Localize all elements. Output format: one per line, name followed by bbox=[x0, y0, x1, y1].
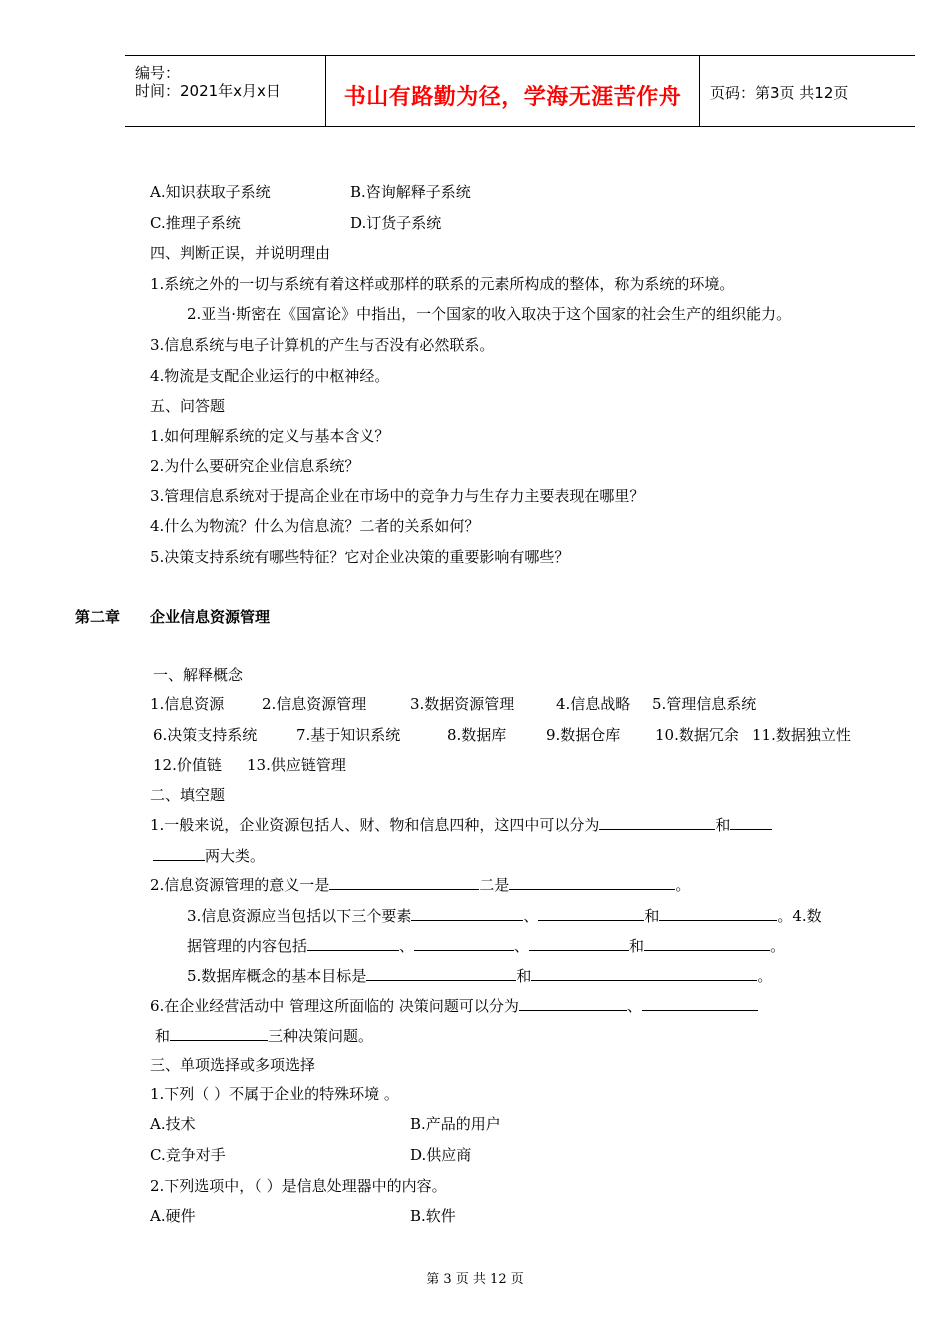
header-meta-cell bbox=[125, 56, 326, 126]
concept-item: 9.数据仓库 bbox=[546, 726, 621, 744]
blank-line[interactable] bbox=[366, 966, 516, 981]
fill-question-6 bbox=[150, 996, 758, 1016]
essay-question-1: 1.如何理解系统的定义与基本含义？ bbox=[150, 427, 390, 445]
blank-line[interactable] bbox=[509, 875, 675, 890]
choice-q2-option-a: A.硬件 bbox=[150, 1207, 196, 1225]
fill-q6-end: 三种决策问题。 bbox=[268, 1027, 374, 1045]
option-d: D.订货子系统 bbox=[350, 214, 442, 232]
option-c: C.推理子系统 bbox=[150, 214, 241, 232]
blank-line[interactable] bbox=[531, 966, 757, 981]
concept-item: 3.数据资源管理 bbox=[410, 695, 515, 713]
blank-line[interactable] bbox=[599, 815, 715, 830]
concept-item: 5.管理信息系统 bbox=[652, 695, 757, 713]
blank-line[interactable] bbox=[329, 875, 479, 890]
blank-line[interactable] bbox=[538, 906, 644, 921]
fill-question-2 bbox=[150, 875, 690, 895]
fill-and: 和 bbox=[155, 1027, 171, 1045]
fill-period: 。 bbox=[757, 967, 773, 985]
judge-question-3: 3.信息系统与电子计算机的产生与否没有必然联系。 bbox=[150, 336, 495, 354]
concept-item: 11.数据独立性 bbox=[752, 726, 851, 744]
fill-sep: 、 bbox=[514, 937, 530, 955]
fill-q1-and: 和 bbox=[715, 816, 731, 834]
time-label: 时间：2021年x月x日 bbox=[135, 82, 281, 100]
blank-line[interactable] bbox=[307, 936, 399, 951]
fill-and: 和 bbox=[629, 937, 645, 955]
judge-question-2: 2.亚当·斯密在《国富论》中指出，一个国家的收入取决于这个国家的社会生产的组织能力。 bbox=[187, 305, 792, 323]
essay-question-4: 4.什么为物流？什么为信息流？二者的关系如何？ bbox=[150, 517, 480, 535]
concept-item: 4.信息战略 bbox=[556, 695, 631, 713]
fill-q2-end: 。 bbox=[675, 876, 691, 894]
choice-q1-option-d: D.供应商 bbox=[410, 1146, 472, 1164]
fill-question-5 bbox=[187, 966, 772, 986]
fill-and: 和 bbox=[516, 967, 532, 985]
fill-sep: 、 bbox=[523, 907, 539, 925]
chapter-number: 第二章 bbox=[75, 608, 121, 626]
chapter-title: 企业信息资源管理 bbox=[150, 608, 271, 626]
choice-q2-option-b: B.软件 bbox=[410, 1207, 456, 1225]
blank-line[interactable] bbox=[414, 936, 514, 951]
number-label: 编号： bbox=[135, 64, 181, 82]
choice-q1-option-b: B.产品的用户 bbox=[410, 1115, 501, 1133]
fill-question-3 bbox=[187, 906, 822, 926]
essay-question-3: 3.管理信息系统对于提高企业在市场中的竞争力与生存力主要表现在哪里？ bbox=[150, 487, 645, 505]
blank-line[interactable] bbox=[529, 936, 629, 951]
concept-item: 10.数据冗余 bbox=[655, 726, 739, 744]
fill-q3-end: 。4.数 bbox=[777, 907, 822, 925]
blank-line[interactable] bbox=[644, 936, 770, 951]
concept-item: 8.数据库 bbox=[447, 726, 507, 744]
fill-question-4 bbox=[187, 936, 785, 956]
fill-sep: 、 bbox=[399, 937, 415, 955]
page-code: 页码：第3页 共12页 bbox=[710, 84, 849, 102]
page-footer: 第 3 页 共 12 页 bbox=[426, 1272, 524, 1287]
concept-item: 2.信息资源管理 bbox=[262, 695, 367, 713]
page-header bbox=[125, 55, 915, 127]
choice-question-1: 1.下列（ ）不属于企业的特殊环境 。 bbox=[150, 1085, 399, 1103]
concept-item: 6.决策支持系统 bbox=[153, 726, 258, 744]
fill-question-6-cont bbox=[155, 1026, 373, 1046]
option-b: B.咨询解释子系统 bbox=[350, 183, 471, 201]
section-title-essay: 五、问答题 bbox=[150, 397, 226, 415]
judge-question-4: 4.物流是支配企业运行的中枢神经。 bbox=[150, 367, 390, 385]
concept-item: 1.信息资源 bbox=[150, 695, 225, 713]
essay-question-5: 5.决策支持系统有哪些特征？它对企业决策的重要影响有哪些？ bbox=[150, 548, 570, 566]
motto: 书山有路勤为径，学海无涯苦作舟 bbox=[343, 85, 682, 110]
option-a: A.知识获取子系统 bbox=[150, 183, 271, 201]
fill-q2-second: 二是 bbox=[479, 876, 510, 894]
blank-line[interactable] bbox=[170, 1026, 268, 1041]
fill-q5-text: 5.数据库概念的基本目标是 bbox=[187, 967, 367, 985]
fill-and: 和 bbox=[644, 907, 660, 925]
fill-q4-text: 据管理的内容包括 bbox=[187, 937, 308, 955]
fill-question-1 bbox=[150, 815, 772, 835]
blank-line[interactable] bbox=[519, 996, 627, 1011]
blank-line[interactable] bbox=[153, 846, 205, 861]
section-title-judge: 四、判断正误，并说明理由 bbox=[150, 244, 331, 262]
fill-q3-text: 3.信息资源应当包括以下三个要素 bbox=[187, 907, 412, 925]
blank-line[interactable] bbox=[659, 906, 777, 921]
choice-q1-option-a: A.技术 bbox=[150, 1115, 196, 1133]
blank-line[interactable] bbox=[411, 906, 523, 921]
header-motto-cell bbox=[326, 56, 700, 126]
choice-q1-option-c: C.竞争对手 bbox=[150, 1146, 226, 1164]
fill-q6-text: 6.在企业经营活动中 管理这所面临的 决策问题可以分为 bbox=[150, 997, 519, 1015]
fill-q2-text: 2.信息资源管理的意义一是 bbox=[150, 876, 330, 894]
fill-q1-end: 两大类。 bbox=[205, 847, 266, 865]
blank-line[interactable] bbox=[730, 815, 772, 830]
section-title-fill: 二、填空题 bbox=[150, 786, 226, 804]
choice-question-2: 2.下列选项中，（ ）是信息处理器中的内容。 bbox=[150, 1177, 447, 1195]
concept-item: 12.价值链 bbox=[153, 756, 222, 774]
fill-sep: 、 bbox=[626, 997, 642, 1015]
blank-line[interactable] bbox=[642, 996, 758, 1011]
fill-q1-text: 1.一般来说，企业资源包括人、财、物和信息四种，这四中可以分为 bbox=[150, 816, 600, 834]
essay-question-2: 2.为什么要研究企业信息系统？ bbox=[150, 457, 360, 475]
judge-question-1: 1.系统之外的一切与系统有着这样或那样的联系的元素所构成的整体，称为系统的环境。 bbox=[150, 275, 735, 293]
fill-period: 。 bbox=[770, 937, 786, 955]
concept-item: 7.基于知识系统 bbox=[296, 726, 401, 744]
fill-question-1-cont bbox=[153, 846, 265, 866]
concept-item: 13.供应链管理 bbox=[247, 756, 346, 774]
section-title-concepts: 一、解释概念 bbox=[153, 666, 244, 684]
section-title-choice: 三、单项选择或多项选择 bbox=[150, 1056, 316, 1074]
